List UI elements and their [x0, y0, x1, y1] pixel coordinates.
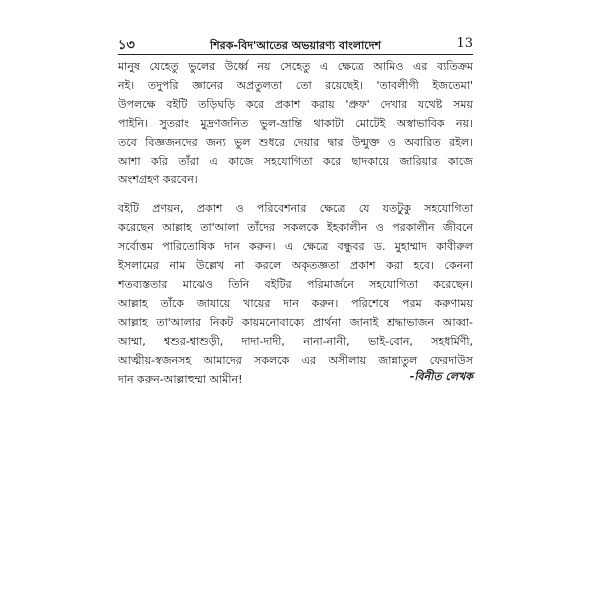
text-line: সর্বোত্তম পারিতোষিক দান করুন। এ ক্ষেত্রে বন্ধুবর ড. মুহাম্মাদ কাবীরুল — [118, 240, 473, 254]
text-line: আত্মীয়-স্বজনসহ আমাদের সকলকে এর অসীলায় জান্নাতুল ফেরদাউস — [118, 353, 473, 367]
text-line: নই। তদুপরি জ্ঞানের অপ্রতুলতা তো রয়েছেই। 'তাবলীগী ইজতেমা' — [118, 78, 473, 92]
text-line: অংশগ্রহণ করবেন। — [118, 173, 198, 187]
text-line: দান করুন-আল্লাহুম্মা আমীন! — [118, 372, 243, 386]
text-line: করেছেন আল্লাহ তা'আলা তাঁদের সকলকে ইহকালীন ও পরকালীন জীবনে — [118, 221, 473, 235]
author-signature: -বিনীত লেখক — [409, 370, 473, 383]
text-line: আম্মা, শ্বশুর-শ্বাশুড়ী, দাদা-দাদী, নানা-নানী, ভাই-বোন, সহধর্মিণী, — [118, 334, 473, 348]
book-title: শিরক-বিদ'আতের অভয়ারণ্য বাংলাদেশ — [209, 39, 382, 52]
page-number-english: 13 — [456, 36, 473, 51]
running-header — [118, 36, 473, 55]
text-line: উপলক্ষে বইটি তড়িঘড়ি করে প্রকাশ করায় 'প্রুফ' দেখার যথেষ্ট সময় — [118, 97, 473, 111]
text-line: আশা করি তাঁরা এ কাজে সহযোগিতা করে ছাদকায়ে জারিয়ার কাজে — [118, 154, 473, 168]
text-line: ইসলামের নাম উল্লেখ না করলে অকৃতজ্ঞতা প্রকাশ করা হবে। কেননা — [118, 259, 473, 273]
text-line: মানুষ যেহেতু ভুলের উর্ধ্বে নয় সেহেতু এ ক্ষেত্রে আমিও এর ব্যতিক্রম — [118, 60, 473, 73]
page-number-bengali: ১৩ — [118, 38, 135, 53]
text-line: পাইনি। সুতরাং মুদ্রণজনিত ভুল-ভ্রান্তি থাকাটা মোটেই অস্বাভাবিক নয়। — [118, 116, 473, 130]
paragraph-1 — [118, 58, 473, 190]
text-line: বইটি প্রণয়ন, প্রকাশ ও পরিবেশনার ক্ষেত্রে যে যতটুকু সহযোগিতা — [118, 202, 473, 216]
text-line: আল্লাহ তা'আলার নিকট কায়মনোবাক্যে প্রার্থনা জানাই শ্রদ্ধাভাজন আব্বা- — [118, 315, 473, 329]
paragraph-2 — [118, 200, 473, 389]
paragraph-spacer — [118, 190, 473, 200]
page-body — [118, 58, 473, 389]
text-line: তবে বিজ্ঞজনদের জন্য ভুল শুধরে দেয়ার দ্বার উন্মুক্ত ও অবারিত রইল। — [118, 135, 473, 149]
text-line: আল্লাহ তাঁকে জাযায়ে খায়ের দান করুন। পরিশেষে পরম করুণাময় — [118, 296, 473, 310]
text-line: শতব্যস্ততার মাঝেও তিনি বইটির পরিমার্জনে সহযোগিতা করেছেন। — [118, 277, 473, 291]
